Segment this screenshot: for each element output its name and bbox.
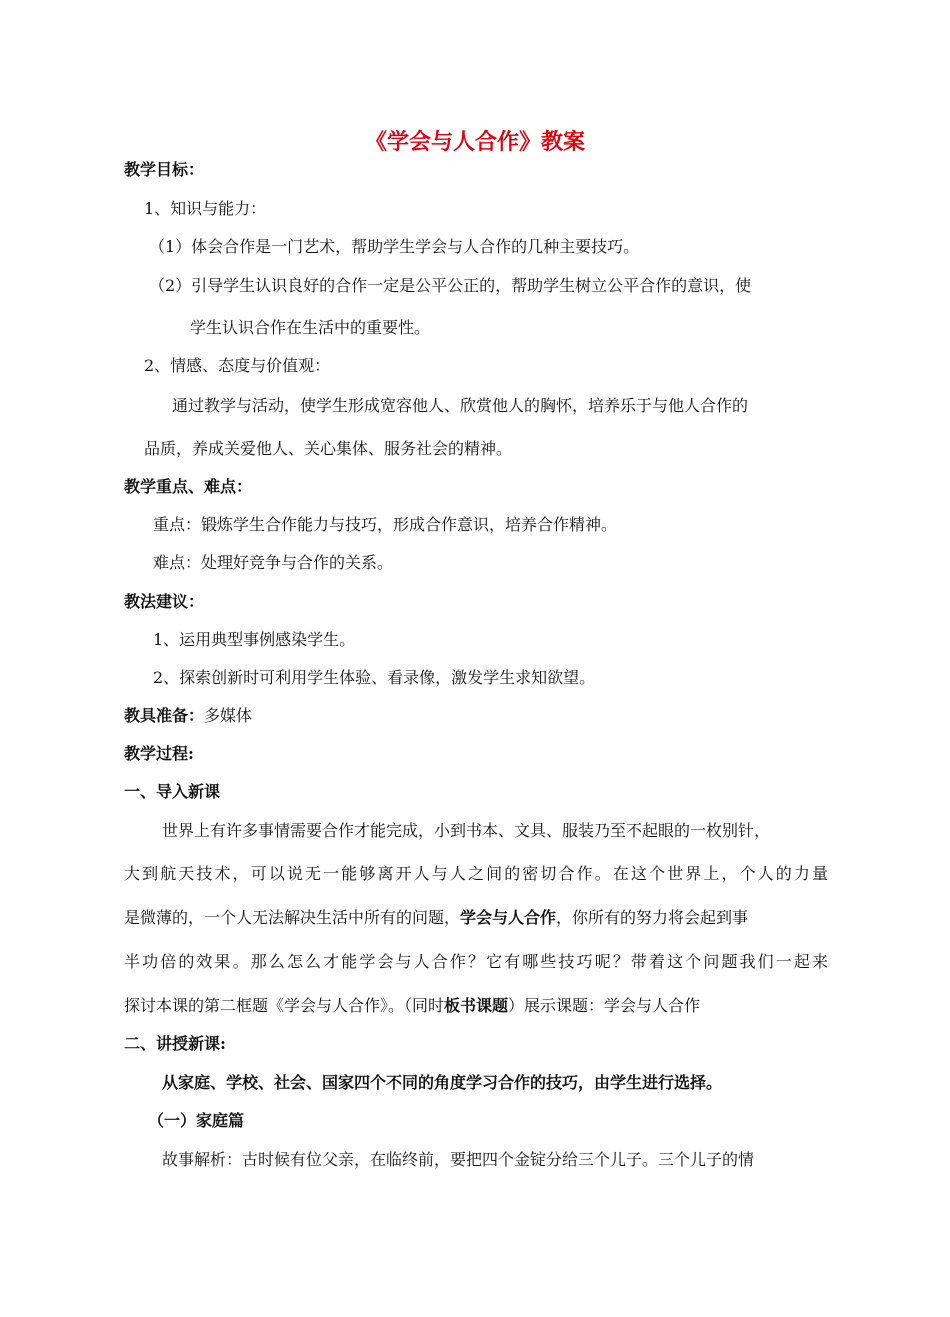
family-heading: （一）家庭篇 [148, 1111, 245, 1130]
knowledge-item-2-line-2: 学生认识合作在生活中的重要性。 [190, 318, 431, 337]
method-heading: 教法建议： [124, 592, 205, 611]
story-line: 故事解析：古时候有位父亲，在临终前，要把四个金锭分给三个儿子。三个儿子的情 [162, 1150, 755, 1169]
knowledge-heading: 1、知识与能力： [144, 199, 267, 218]
part2-heading: 二、讲授新课: [124, 1034, 226, 1053]
part2-lead: 从家庭、学校、社会、国家四个不同的角度学习合作的技巧，由学生进行选择。 [162, 1073, 723, 1092]
intro-line-1: 世界上有许多事情需要合作才能完成，小到书本、文具、服装乃至不起眼的一枚别针， [162, 821, 771, 840]
emotion-line-2: 品质，养成关爱他人、关心集体、服务社会的精神。 [144, 439, 513, 458]
emotion-line-1: 通过教学与活动，使学生形成宽容他人、欣赏他人的胸怀，培养乐于与他人合作的 [172, 396, 749, 415]
intro-line-4: 半功倍的效果。那么怎么才能学会与人合作？它有哪些技巧呢？带着这个问题我们一起来 [124, 952, 828, 971]
knowledge-item-1: （1）体会合作是一门艺术，帮助学生学会与人合作的几种主要技巧。 [149, 237, 640, 256]
keypoints-heading: 教学重点、难点： [124, 477, 253, 496]
method-item-1: 1、运用典型事例感染学生。 [153, 630, 356, 649]
intro-line-3 [124, 908, 748, 928]
process-heading: 教学过程: [124, 744, 194, 763]
intro-line-3-part-c: ，你所有的努力将会起到事 [556, 908, 749, 927]
intro-line-5-part-c: ）展示课题：学会与人合作 [508, 996, 701, 1015]
method-item-2: 2、探索创新时可利用学生体验、看录像，激发学生求知欲望。 [153, 668, 596, 687]
intro-line-5-part-a: 探讨本课的第二框题《学会与人合作》。（同时 [124, 996, 445, 1015]
tools-label: 教具准备： [124, 706, 205, 725]
board-title-emphasis: 板书课题 [444, 996, 509, 1015]
intro-emphasis: 学会与人合作 [460, 908, 557, 927]
intro-line-3-part-a: 是微薄的，一个人无法解决生活中所有的问题， [124, 908, 461, 927]
key-point: 重点：锻炼学生合作能力与技巧，形成合作意识，培养合作精神。 [153, 515, 618, 534]
tools-line [124, 706, 252, 726]
intro-line-5 [124, 996, 700, 1016]
intro-line-2: 大到航天技术，可以说无一能够离开人与人之间的密切合作。在这个世界上，个人的力量 [124, 864, 828, 883]
part1-heading: 一、导入新课 [124, 782, 221, 801]
knowledge-item-2-line-1: （2）引导学生认识良好的合作一定是公平公正的，帮助学生树立公平合作的意识，使 [149, 276, 752, 295]
emotion-heading: 2、情感、态度与价值观： [144, 356, 331, 375]
tools-value: 多媒体 [204, 706, 253, 725]
difficult-point: 难点：处理好竞争与合作的关系。 [153, 553, 394, 572]
document-title: 《学会与人合作》教案 [364, 129, 585, 155]
goals-heading: 教学目标： [124, 160, 205, 179]
